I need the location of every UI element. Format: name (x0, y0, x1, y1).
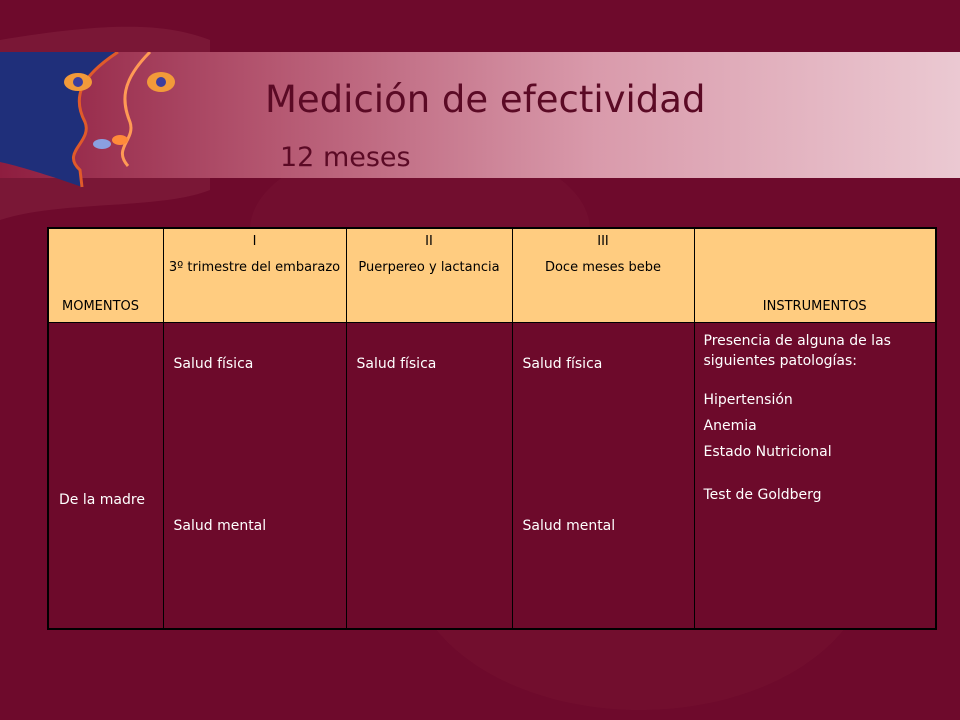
instrumento-anemia: Anemia (703, 418, 757, 434)
instrumentos-intro: Presencia de alguna de las siguientes patologías: (703, 333, 891, 369)
instrumento-hipertension: Hipertensión (703, 392, 793, 408)
header-col-1-label: 3º trimestre del embarazo (168, 260, 341, 275)
row-momento-cell: De la madre (48, 323, 163, 630)
table-row (48, 323, 936, 630)
header-col-2-label: Puerpereo y lactancia (358, 260, 500, 275)
row-col-3-cell (512, 323, 694, 630)
header-col-3-label: Doce meses bebe (544, 260, 662, 275)
col-3-salud-fisica: Salud física (522, 356, 603, 372)
faces-logo (0, 52, 200, 192)
page-title: Medición de efectividad (265, 78, 706, 121)
col-2-salud-fisica: Salud física (356, 356, 437, 372)
header-instrumentos: INSTRUMENTOS (694, 228, 936, 323)
table-header-row (48, 228, 936, 323)
page-subtitle: 12 meses (280, 142, 411, 173)
col-3-salud-mental: Salud mental (522, 518, 616, 534)
header-col-3 (512, 228, 694, 323)
header-momentos: MOMENTOS (48, 228, 163, 323)
header-col-1-roman: I (252, 234, 257, 249)
header-col-3-roman: III (597, 234, 609, 249)
row-col-1-cell (163, 323, 346, 630)
measurement-table (47, 227, 937, 630)
header-col-1 (163, 228, 346, 323)
header-col-2 (346, 228, 512, 323)
row-instrumentos-cell (694, 323, 936, 630)
instrumento-estado-nutricional: Estado Nutricional (703, 444, 832, 460)
instrumento-test-goldberg: Test de Goldberg (703, 487, 822, 503)
col-1-salud-mental: Salud mental (173, 518, 267, 534)
row-col-2-cell (346, 323, 512, 630)
header-col-2-roman: II (425, 234, 433, 249)
col-1-salud-fisica: Salud física (173, 356, 254, 372)
